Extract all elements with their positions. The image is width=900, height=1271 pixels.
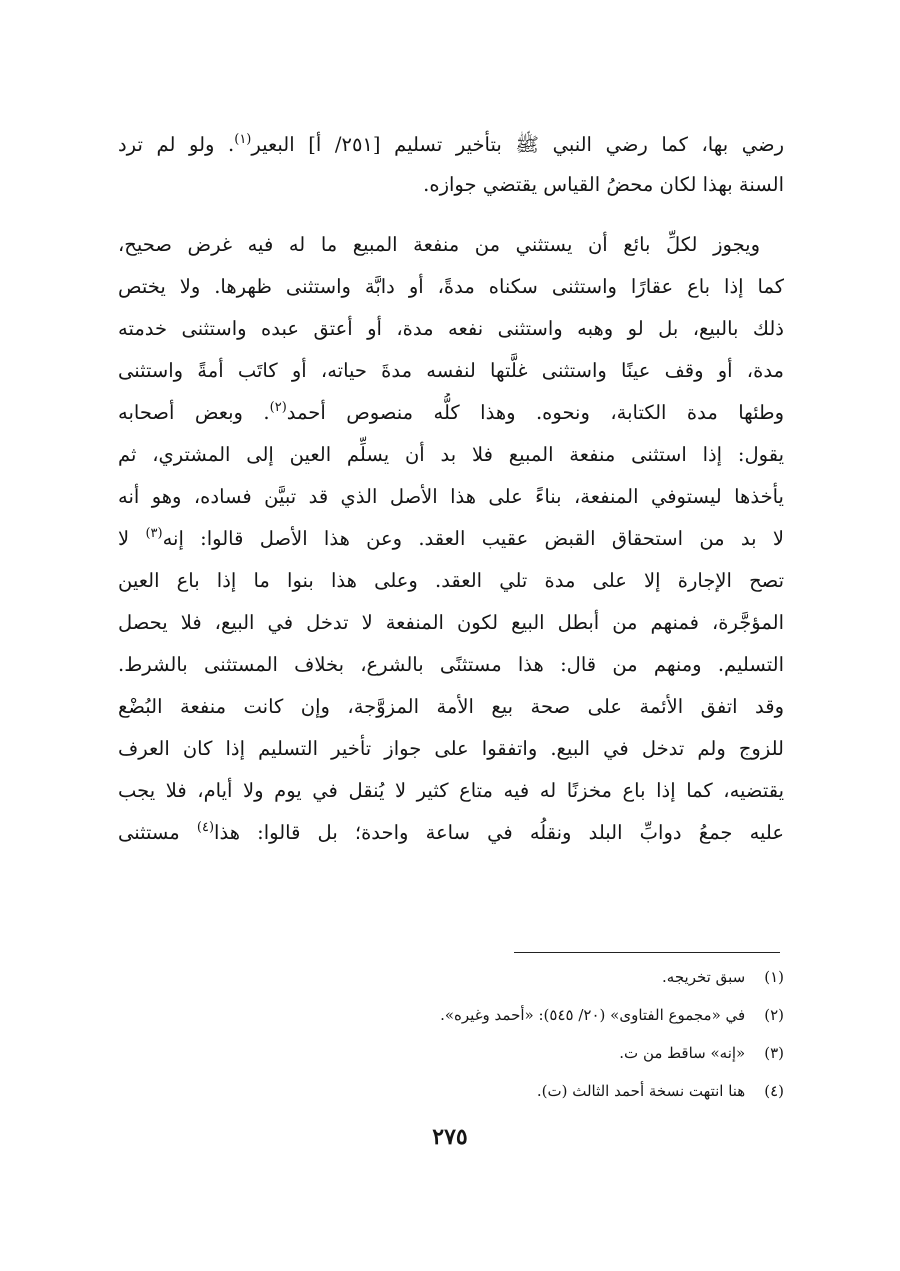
text-line: كما إذا باع عقارًا واستثنى سكناه مدةً، أو دابَّة واستثنى ظهرها. ولا يختص: [118, 275, 784, 298]
text-line: ويجوز لكلِّ بائع أن يستثني من منفعة المبيع ما له فيه غرض صحيح،: [118, 233, 760, 256]
text-line: مدة، أو وقف عينًا واستثنى غلَّتها لنفسه مدةَ حياته، أو كاتَب أمةً واستثنى: [118, 359, 784, 382]
text-line: السنة بهذا لكان محضُ القياس يقتضي جوازه.: [423, 173, 784, 196]
text-line: عليه جمعُ دوابِّ البلد ونقلُه في ساعة واحدة؛ بل قالوا: هذا$^{(٤)}$ مستثنى: [118, 820, 784, 844]
text-line: يقول: إذا استثنى منفعة المبيع فلا بد أن يسلِّم العين إلى المشتري، ثم: [118, 443, 784, 466]
text-line: لا بد من استحقاق القبض عقيب العقد. وعن هذا الأصل قالوا: إنه$^{(٣)}$ لا: [118, 526, 784, 550]
text-line: يقتضيه، كما إذا باع مخزنًا له فيه متاع كثير لا يُنقل في يوم ولا أيام، فلا يجب: [118, 779, 784, 802]
text-line: للزوج ولم تدخل في البيع. واتفقوا على جواز تأخير التسليم إذا كان العرف: [118, 737, 784, 760]
footnote-ref: (٤): [196, 820, 215, 835]
text-line: يأخذها ليستوفي المنفعة، بناءً على هذا الأصل الذي قد تبيَّن فساده، وهو أنه: [118, 485, 784, 508]
footnote-item: (٤) هنا انتهت نسخة أحمد الثالث (ت).: [536, 1082, 784, 1100]
text-line: التسليم. ومنهم من قال: هذا مستثنًى بالشرع، بخلاف المستثنى بالشرط.: [118, 653, 784, 676]
footnote-item: (٢) في «مجموع الفتاوى» (٢٠/ ٥٤٥): «أحمد وغيره».: [440, 1006, 784, 1024]
text-line: وقد اتفق الأئمة على صحة بيع الأمة المزوَّجة، وإن كانت منفعة البُضْع: [118, 695, 784, 718]
footnote-ref: (٢): [269, 400, 287, 415]
footnote-ref: (١): [234, 132, 252, 147]
text-line: وطئها مدة الكتابة، ونحوه. وهذا كلُّه منصوص أحمد$^{(٢)}$. وبعض أصحابه: [118, 400, 784, 424]
text-line: ذلك بالبيع، بل لو وهبه واستثنى نفعه مدة، أو أعتق عبده واستثنى خدمته: [118, 317, 784, 340]
text-line: تصح الإجارة إلا على مدة تلي العقد. وعلى هذا بنوا ما إذا باع العين: [118, 569, 784, 592]
footnote-item: (٣) «إنه» ساقط من ت.: [619, 1044, 784, 1062]
footnote-ref: (٣): [145, 526, 163, 541]
footnote-item: (١) سبق تخريجه.: [662, 968, 784, 986]
page-number: ٢٧٥: [432, 1124, 468, 1150]
text-line: المؤجَّرة، فمنهم من أبطل البيع لكون المنفعة لا تدخل في البيع، فلا يحصل: [118, 611, 784, 634]
text-line: رضي بها، كما رضي النبي ﷺ بتأخير تسليم [٢٥١/ أ] البعير$^{(١)}$. ولو لم ترد: [118, 132, 784, 156]
footnote-divider: [514, 952, 780, 953]
